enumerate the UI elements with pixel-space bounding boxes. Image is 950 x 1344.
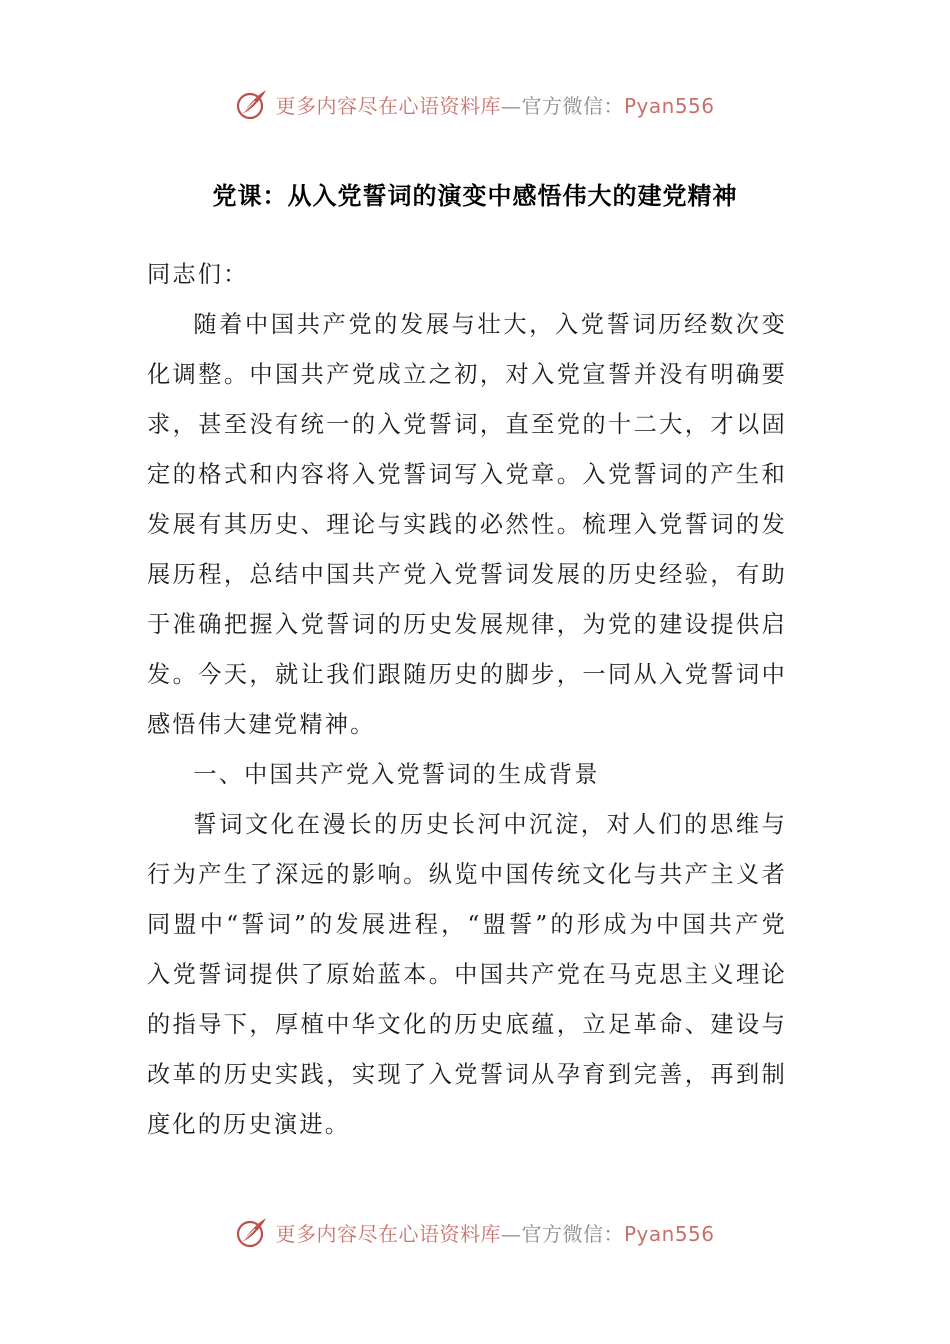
banner-text xyxy=(275,1218,714,1247)
banner-text xyxy=(275,90,714,119)
footer-watermark-banner xyxy=(0,1210,950,1254)
banner-sub-text: 官方微信： xyxy=(521,1221,624,1246)
banner-dash: — xyxy=(500,1221,522,1246)
banner-main-text: 更多内容尽在心语资料库 xyxy=(275,93,501,118)
document-body xyxy=(147,250,787,1150)
greeting: 同志们： xyxy=(147,261,249,288)
header-watermark-banner xyxy=(0,82,950,126)
quill-logo-icon xyxy=(235,87,269,121)
section-heading: 一、中国共产党入党誓词的生成背景 xyxy=(193,761,600,788)
banner-sub-text: 官方微信： xyxy=(521,93,624,118)
banner-wechat-id: Pyan556 xyxy=(623,1221,715,1246)
banner-main-text: 更多内容尽在心语资料库 xyxy=(275,1221,501,1246)
paragraph-intro: 随着中国共产党的发展与壮大，入党誓词历经数次变化调整。中国共产党成立之初，对入党宣誓并没有明确要求，甚至没有统一的入党誓词，直至党的十二大，才以固定的格式和内容将入党誓词写入党章。入党誓词的产生和发展有其历史、理论与实践的必然性。梳理入党誓词的发展历程，总结中国共产党入党誓词发展的历史经验，有助于准确把握入党誓词的历史发展规律，为党的建设提供启发。今天，就让我们跟随历史的脚步，一同从入党誓词中感悟伟大建党精神。 xyxy=(147,311,787,738)
paragraph-background: 誓词文化在漫长的历史长河中沉淀，对人们的思维与行为产生了深远的影响。纵览中国传统文化与共产主义者同盟中“誓词”的发展进程，“盟誓”的形成为中国共产党入党誓词提供了原始蓝本。中国共产党在马克思主义理论的指导下，厚植中华文化的历史底蕴，立足革命、建设与改革的历史实践，实现了入党誓词从孕育到完善，再到制度化的历史演进。 xyxy=(147,811,787,1138)
banner-dash: — xyxy=(500,93,522,118)
quill-logo-icon xyxy=(235,1215,269,1249)
page-title: 党课：从入党誓词的演变中感悟伟大的建党精神 xyxy=(212,181,738,210)
banner-wechat-id: Pyan556 xyxy=(623,93,715,118)
